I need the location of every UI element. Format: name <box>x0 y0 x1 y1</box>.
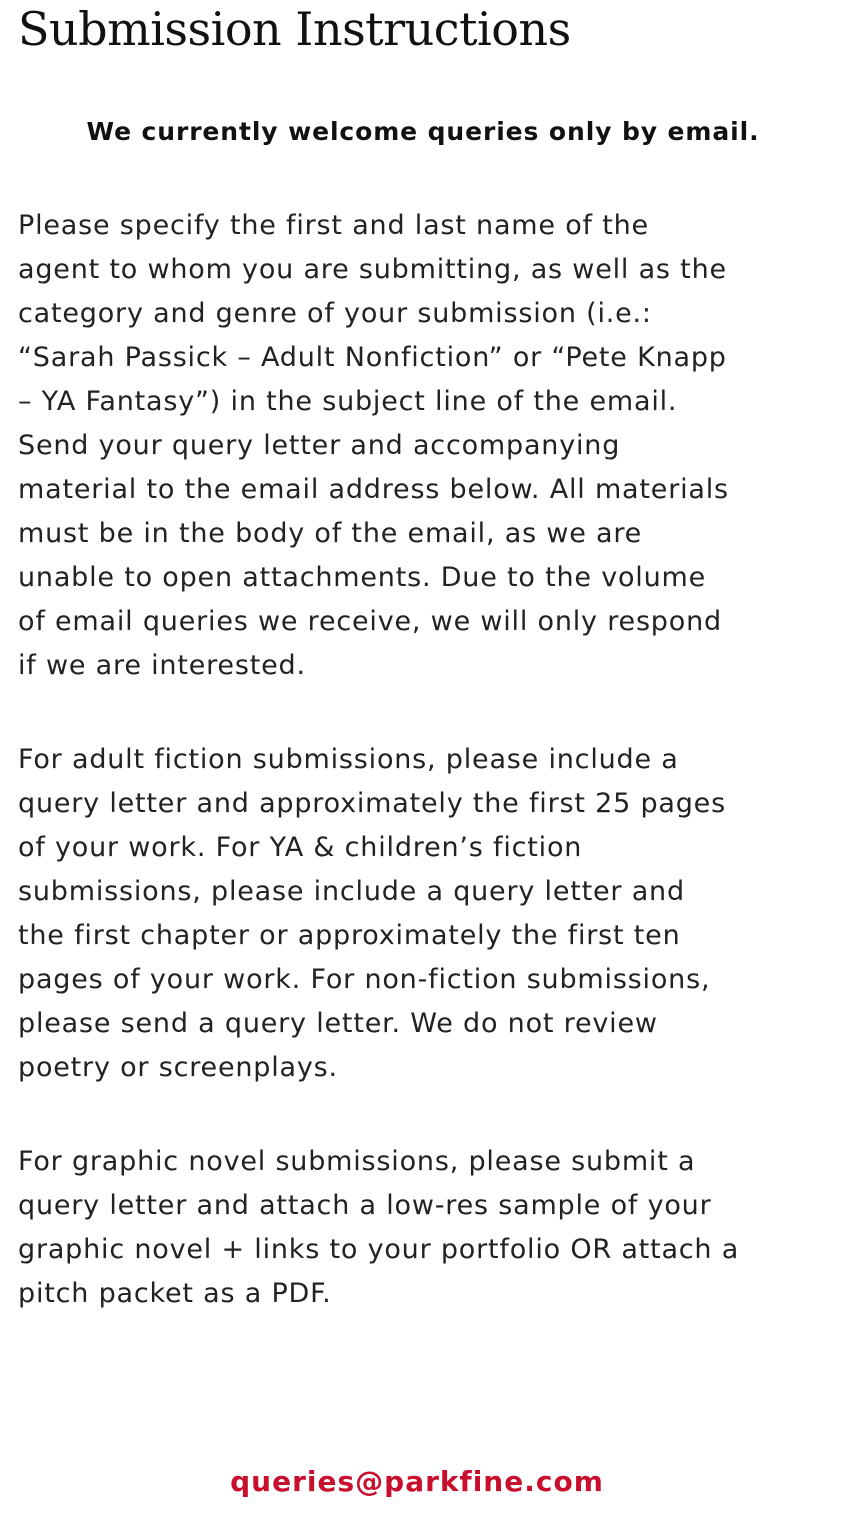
paragraph-line: graphic novel + links to your portfolio OR attach a <box>18 1234 740 1265</box>
paragraph-line: pages of your work. For non-fiction submissions, <box>18 964 711 995</box>
paragraph-line: agent to whom you are submitting, as well as the <box>18 254 727 285</box>
paragraph-line: query letter and approximately the first 25 pages <box>18 788 726 819</box>
paragraph-line: For adult fiction submissions, please include a <box>18 744 679 775</box>
paragraph-line: material to the email address below. All materials <box>18 474 729 505</box>
paragraph-line: Send your query letter and accompanying <box>18 430 621 461</box>
paragraph-line: “Sarah Passick – Adult Nonfiction” or “Pete Knapp <box>18 342 727 373</box>
paragraph-line: pitch packet as a PDF. <box>18 1278 332 1309</box>
fiction-submissions-paragraph <box>18 738 830 1090</box>
paragraph-line: – YA Fantasy”) in the subject line of the email. <box>18 386 678 417</box>
paragraph-line: For graphic novel submissions, please submit a <box>18 1146 696 1177</box>
paragraph-line: please send a query letter. We do not review <box>18 1008 658 1039</box>
paragraph-line: query letter and attach a low-res sample of your <box>18 1190 712 1221</box>
paragraph-line: Please specify the first and last name of the <box>18 210 649 241</box>
paragraph-line: must be in the body of the email, as we are <box>18 518 643 549</box>
paragraph-line: poetry or screenplays. <box>18 1052 338 1083</box>
paragraph-line: of email queries we receive, we will only respond <box>18 606 722 637</box>
paragraph-line: submissions, please include a query letter and <box>18 876 685 907</box>
paragraph-line: the first chapter or approximately the first ten <box>18 920 681 951</box>
email-link[interactable]: queries@parkfine.com <box>230 1465 604 1498</box>
subject-line-instructions-paragraph <box>18 204 830 688</box>
paragraph-line: category and genre of your submission (i.e.: <box>18 298 652 329</box>
paragraph-line: unable to open attachments. Due to the volume <box>18 562 707 593</box>
email-only-notice: We currently welcome queries only by email. <box>86 117 760 146</box>
page-title: Submission Instructions <box>18 2 571 56</box>
paragraph-line: if we are interested. <box>18 650 306 681</box>
graphic-novel-submissions-paragraph <box>18 1140 830 1316</box>
paragraph-line: of your work. For YA & children’s fiction <box>18 832 583 863</box>
